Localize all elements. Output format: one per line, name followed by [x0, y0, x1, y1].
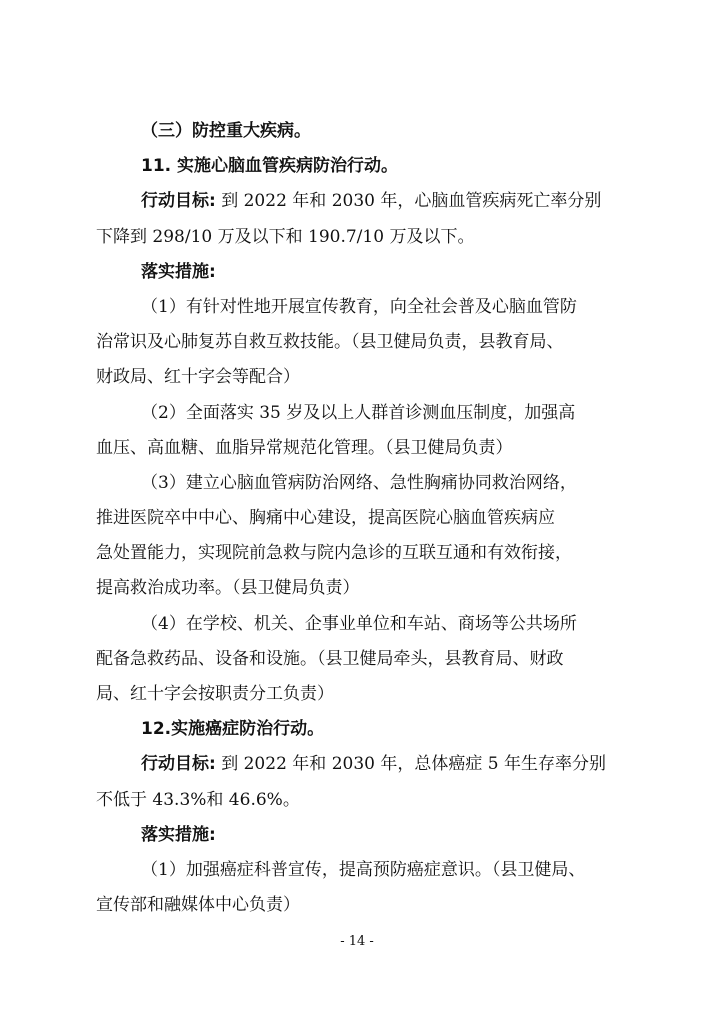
- item11-measure-4-cont: 配备急救药品、设备和设施。（县卫健局牵头，县教育局、财政: [96, 649, 564, 669]
- item11-measure-1-cont: 治常识及心肺复苏自救互救技能。（县卫健局负责，县教育局、: [96, 332, 564, 352]
- item11-measure-2-cont: 血压、高血糖、血脂异常规范化管理。（县卫健局负责）: [96, 438, 513, 458]
- item11-goal-label: 行动目标:: [141, 191, 216, 211]
- item12-measures-label: 落实措施:: [141, 825, 216, 845]
- item12-goal-text-cont: 不低于 43.3%和 46.6%。: [96, 790, 300, 810]
- item12-goal-label: 行动目标:: [141, 754, 216, 774]
- item11-measure-4: （4）在学校、机关、企事业单位和车站、商场等公共场所: [141, 614, 577, 634]
- item11-measure-3-cont: 推进医院卒中中心、胸痛中心建设，提高医院心脑血管疾病应: [96, 508, 555, 528]
- item11-measure-3-cont2: 急处置能力，实现院前急救与院内急诊的互联互通和有效衔接，: [96, 543, 572, 563]
- item11-goal-text-cont: 下降到 298/10 万及以下和 190.7/10 万及以下。: [96, 227, 475, 247]
- item12-heading: 12.实施癌症防治行动。: [141, 719, 325, 739]
- item11-measure-1-cont2: 财政局、红十字会等配合）: [96, 367, 300, 387]
- item12-goal-text: 到 2022 年和 2030 年，总体癌症 5 年生存率分别: [215, 754, 606, 774]
- item11-goal-line: [141, 190, 601, 212]
- item12-measure-1: （1）加强癌症科普宣传，提高预防癌症意识。（县卫健局、: [141, 860, 586, 880]
- item12-measure-1-cont: 宣传部和融媒体中心负责）: [96, 895, 300, 915]
- page-number: - 14 -: [340, 934, 374, 949]
- item11-measure-4-cont2: 局、红十字会按职责分工负责）: [96, 684, 334, 704]
- section-heading: （三）防控重大疾病。: [141, 121, 311, 141]
- item11-heading: 11. 实施心脑血管疾病防治行动。: [141, 156, 399, 176]
- item12-goal-line: [141, 753, 606, 775]
- item11-measure-3-cont3: 提高救治成功率。（县卫健局负责）: [96, 578, 360, 598]
- item11-measure-2: （2）全面落实 35 岁及以上人群首诊测血压制度，加强高: [141, 403, 576, 423]
- item11-measure-3: （3）建立心脑血管病防治网络、急性胸痛协同救治网络，: [141, 473, 577, 493]
- item11-measure-1: （1）有针对性地开展宣传教育，向全社会普及心脑血管防: [141, 297, 577, 317]
- item11-measures-label: 落实措施:: [141, 262, 216, 282]
- item11-goal-text: 到 2022 年和 2030 年，心脑血管疾病死亡率分别: [215, 191, 602, 211]
